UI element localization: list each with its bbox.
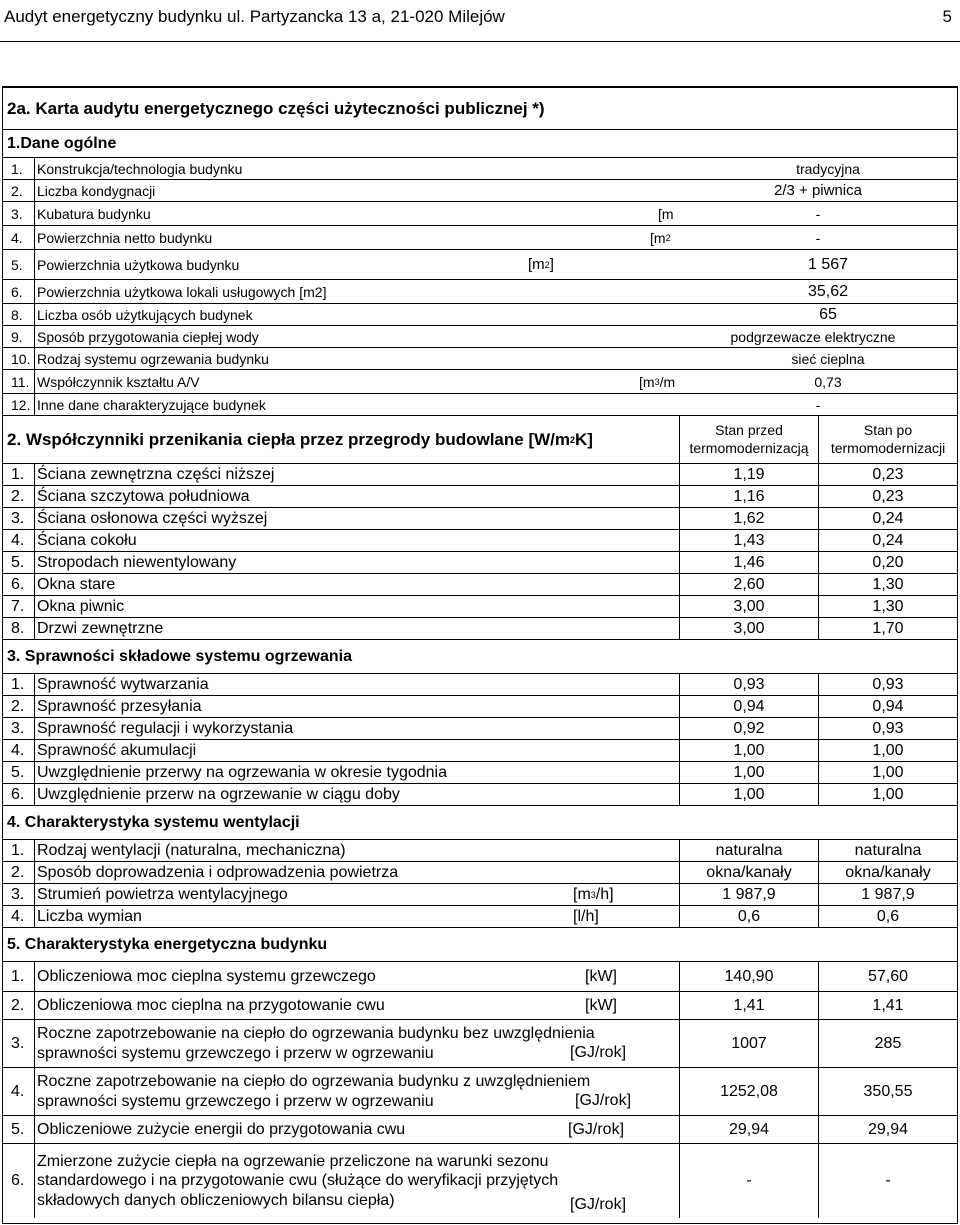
row-label: Sprawność regulacji i wykorzystania (37, 719, 294, 737)
row-label: Liczba wymian (37, 907, 142, 925)
row-number: 2. (3, 992, 35, 1019)
value-after: 0,6 (876, 907, 900, 925)
value-after: 1,00 (872, 763, 904, 781)
value-before: 1,00 (733, 741, 765, 759)
table-row (3, 1144, 957, 1218)
row-value: sieć cieplna (791, 350, 865, 367)
s1-row-10 (3, 348, 957, 370)
row-label: Uwzględnienie przerwy na ogrzewania w okresie tygodnia (37, 763, 447, 781)
row-value: podgrzewacze elektryczne (730, 328, 896, 345)
row-value: - (815, 396, 821, 413)
row-label: Obliczeniowa moc cieplna systemu grzewczego (37, 967, 376, 985)
row-unit: [kW] (585, 996, 617, 1014)
value-before: 1,16 (733, 487, 765, 505)
value-after: naturalna (854, 841, 922, 859)
row-label: Sprawność wytwarzania (37, 675, 209, 693)
value-after: 0,94 (872, 697, 904, 715)
row-label: Ściana osłonowa części wyższej (37, 509, 268, 527)
row-unit: [GJ/rok] (575, 1092, 632, 1109)
row-unit: [l/h] (573, 907, 599, 925)
row-number: 3. (3, 718, 35, 739)
value-after: 0,93 (872, 719, 904, 737)
row-number: 3. (3, 1020, 35, 1067)
row-number: 4. (3, 530, 35, 551)
row-label: Liczba osób użytkujących budynek (37, 306, 253, 323)
row-label: Powierzchnia netto budynku (37, 229, 213, 246)
table-row (3, 530, 957, 552)
row-unit: [m 2 (650, 229, 671, 246)
s1-row-4 (3, 226, 957, 250)
row-number: 8. (3, 618, 35, 639)
table-row (3, 784, 957, 806)
table-row (3, 486, 957, 508)
section-4-title: 4. Charakterystyka systemu wentylacji (7, 813, 300, 831)
row-number: 6. (3, 280, 35, 303)
row-number: 1. (3, 840, 35, 861)
row-number: 6. (3, 1144, 35, 1218)
table-row (3, 862, 957, 884)
row-unit: [GJ/rok] (568, 1120, 625, 1138)
value-before: 1,00 (733, 763, 765, 781)
value-before: 2,60 (733, 575, 765, 593)
row-number: 2. (3, 862, 35, 883)
s1-row-11 (3, 370, 957, 394)
row-value: 65 (819, 305, 837, 323)
value-before: 1,00 (733, 785, 765, 803)
section-5-header (3, 928, 957, 962)
row-label: Ściana zewnętrzna części niższej (37, 465, 275, 483)
column-header-before: Stan przed termomodernizacją (689, 422, 809, 456)
section-1-title: 1.Dane ogólne (7, 134, 117, 152)
row-label: Sposób przygotowania ciepłej wody (37, 328, 259, 345)
value-before: 3,00 (733, 619, 765, 637)
section-2-title: 2. Współczynniki przenikania ciepła przez przegrody budowlane [W/m 2 K] (7, 429, 593, 449)
value-before: 1 987,9 (722, 885, 776, 903)
value-before: 29,94 (728, 1120, 770, 1138)
row-label: Stropodach niewentylowany (37, 553, 237, 571)
row-number: 12. (3, 394, 35, 415)
table-row (3, 574, 957, 596)
row-value: 2/3 + piwnica (774, 182, 862, 199)
value-after: 0,20 (872, 553, 904, 571)
row-unit: [GJ/rok] (570, 1196, 627, 1213)
row-number: 3. (3, 508, 35, 529)
section-2-header (3, 416, 957, 464)
row-label: Kubatura budynku (37, 205, 151, 222)
value-before: 0,6 (737, 907, 761, 925)
row-unit: [m 3 /h] (573, 885, 614, 903)
row-label: Obliczeniowe zużycie energii do przygotowania cwu (37, 1120, 406, 1138)
row-label: Powierzchnia użytkowa lokali usługowych [m2] (37, 283, 327, 300)
value-after: 29,94 (867, 1120, 909, 1138)
value-after: 0,23 (872, 465, 904, 483)
row-value: 35,62 (807, 282, 849, 300)
table-row (3, 596, 957, 618)
row-unit: [m 2 ] (528, 256, 554, 273)
row-number: 9. (3, 326, 35, 347)
row-number: 1. (3, 674, 35, 695)
value-before: 1,43 (733, 531, 765, 549)
row-number: 1. (3, 464, 35, 485)
s1-row-1 (3, 158, 957, 180)
table-row (3, 674, 957, 696)
s1-row-5 (3, 250, 957, 280)
row-label: Rodzaj systemu ogrzewania budynku (37, 350, 269, 367)
table-row (3, 992, 957, 1020)
card-title: 2a. Karta audytu energetycznego części użyteczności publicznej *) (7, 98, 545, 118)
section-4-header (3, 806, 957, 840)
row-value: 0,73 (814, 373, 842, 390)
value-before: 0,93 (733, 675, 765, 693)
row-label: Roczne zapotrzebowanie na ciepło do ogrzewania budynku bez uwzględnienia sprawności systemu grzewczego i przerw w ogrzewaniu (37, 1025, 595, 1062)
row-number: 6. (3, 574, 35, 595)
table-row (3, 1068, 957, 1116)
s1-row-12 (3, 394, 957, 416)
row-value: - (815, 229, 821, 246)
row-unit: [m 3 /m (639, 373, 676, 390)
row-value: 1 567 (807, 255, 849, 273)
value-after: 1,30 (872, 575, 904, 593)
row-number: 2. (3, 696, 35, 717)
row-label: Roczne zapotrzebowanie na ciepło do ogrzewania budynku z uwzględnieniem sprawności systemu grzewczego i przerw w ogrzewaniu (37, 1073, 591, 1110)
row-label: Konstrukcja/technologia budynku (37, 160, 243, 177)
table-row (3, 618, 957, 640)
table-row (3, 718, 957, 740)
s1-row-8 (3, 304, 957, 326)
value-before: 0,94 (733, 697, 765, 715)
value-before: 140,90 (724, 967, 774, 985)
value-before: - (746, 1172, 752, 1189)
value-before: 1,41 (733, 996, 765, 1014)
value-before: 1,46 (733, 553, 765, 571)
row-number: 7. (3, 596, 35, 617)
document-title: Audyt energetyczny budynku ul. Partyzancka 13 a, 21-020 Milejów (4, 7, 505, 26)
value-before: 3,00 (733, 597, 765, 615)
section-3-header (3, 640, 957, 674)
row-label: Ściana cokołu (37, 531, 137, 549)
row-unit: [GJ/rok] (570, 1044, 627, 1061)
row-label: Powierzchnia użytkowa budynku (37, 256, 240, 273)
row-number: 10. (3, 348, 35, 369)
value-after: 0,93 (872, 675, 904, 693)
table-row (3, 740, 957, 762)
row-label: Drzwi zewnętrzne (37, 619, 164, 637)
value-before: naturalna (715, 841, 783, 859)
value-after: 350,55 (863, 1082, 913, 1100)
value-after: 1,00 (872, 741, 904, 759)
value-after: 1 987,9 (861, 885, 915, 903)
row-number: 3. (3, 884, 35, 905)
row-number: 4. (3, 1068, 35, 1115)
s1-row-2 (3, 180, 957, 202)
value-after: 1,00 (872, 785, 904, 803)
row-number: 1. (3, 962, 35, 991)
row-unit: [kW] (585, 967, 617, 985)
value-after: 0,24 (872, 509, 904, 527)
page-number: 5 (942, 7, 952, 26)
row-label: Uwzględnienie przerw na ogrzewanie w ciągu doby (37, 785, 400, 803)
row-number: 3. (3, 202, 35, 225)
value-after: 57,60 (867, 967, 909, 985)
row-value: - (815, 205, 821, 222)
row-number: 5. (3, 762, 35, 783)
column-header-after: Stan po termomodernizacji (830, 422, 946, 456)
row-number: 4. (3, 226, 35, 249)
value-after: 1,30 (872, 597, 904, 615)
row-number: 1. (3, 158, 35, 179)
value-after: 1,70 (872, 619, 904, 637)
row-number: 5. (3, 1116, 35, 1143)
s1-row-9 (3, 326, 957, 348)
row-number: 2. (3, 180, 35, 201)
value-before: okna/kanały (706, 863, 792, 881)
row-number: 2. (3, 486, 35, 507)
table-row (3, 884, 957, 906)
row-label: Sprawność akumulacji (37, 741, 197, 759)
table-row (3, 840, 957, 862)
row-label: Sposób doprowadzenia i odprowadzenia powietrza (37, 863, 399, 881)
row-number: 5. (3, 552, 35, 573)
table-row (3, 552, 957, 574)
value-after: 285 (874, 1034, 902, 1052)
table-row (3, 906, 957, 928)
section-3-title: 3. Sprawności składowe systemu ogrzewania (7, 647, 353, 665)
row-value: tradycyjna (796, 160, 860, 177)
value-before: 0,92 (733, 719, 765, 737)
row-number: 8. (3, 304, 35, 325)
value-after: - (885, 1172, 891, 1189)
value-after: 0,23 (872, 487, 904, 505)
table-row (3, 762, 957, 784)
table-row (3, 508, 957, 530)
row-label: Okna piwnic (37, 597, 125, 615)
row-label: Sprawność przesyłania (37, 697, 202, 715)
row-number: 5. (3, 250, 35, 279)
value-before: 1007 (731, 1034, 767, 1052)
table-row (3, 962, 957, 992)
table-row (3, 1020, 957, 1068)
table-row (3, 1116, 957, 1144)
row-label: Inne dane charakteryzujące budynek (37, 396, 266, 413)
value-before: 1,19 (733, 465, 765, 483)
row-label: Zmierzone zużycie ciepła na ogrzewanie przeliczone na warunki sezonu standardowego i na przygotowanie cwu (służące do weryfikacji przyjętych składowych danych obliczeniowych bilansu ciepła) (37, 1153, 559, 1209)
row-number: 11. (3, 370, 35, 393)
value-before: 1252,08 (720, 1082, 778, 1100)
value-after: 1,41 (872, 996, 904, 1014)
value-before: 1,62 (733, 509, 765, 527)
s1-row-3 (3, 202, 957, 226)
audit-card-table (2, 86, 958, 1224)
value-after: 0,24 (872, 531, 904, 549)
s1-row-6 (3, 280, 957, 304)
table-row (3, 464, 957, 486)
row-label: Rodzaj wentylacji (naturalna, mechaniczna) (37, 841, 346, 859)
page-header (0, 0, 960, 42)
row-label: Okna stare (37, 575, 116, 593)
card-title-row (3, 88, 957, 130)
row-label: Obliczeniowa moc cieplna na przygotowanie cwu (37, 996, 385, 1014)
row-label: Ściana szczytowa południowa (37, 487, 250, 505)
table-row (3, 696, 957, 718)
row-number: 4. (3, 740, 35, 761)
section-1-header (3, 130, 957, 158)
value-after: okna/kanały (845, 863, 931, 881)
row-number: 6. (3, 784, 35, 805)
row-label: Strumień powietrza wentylacyjnego (37, 885, 288, 903)
row-label: Współczynnik kształtu A/V (37, 373, 200, 390)
section-5-title: 5. Charakterystyka energetyczna budynku (7, 935, 328, 953)
row-label: Liczba kondygnacji (37, 182, 156, 199)
row-unit: [m (658, 205, 674, 222)
row-number: 4. (3, 906, 35, 927)
